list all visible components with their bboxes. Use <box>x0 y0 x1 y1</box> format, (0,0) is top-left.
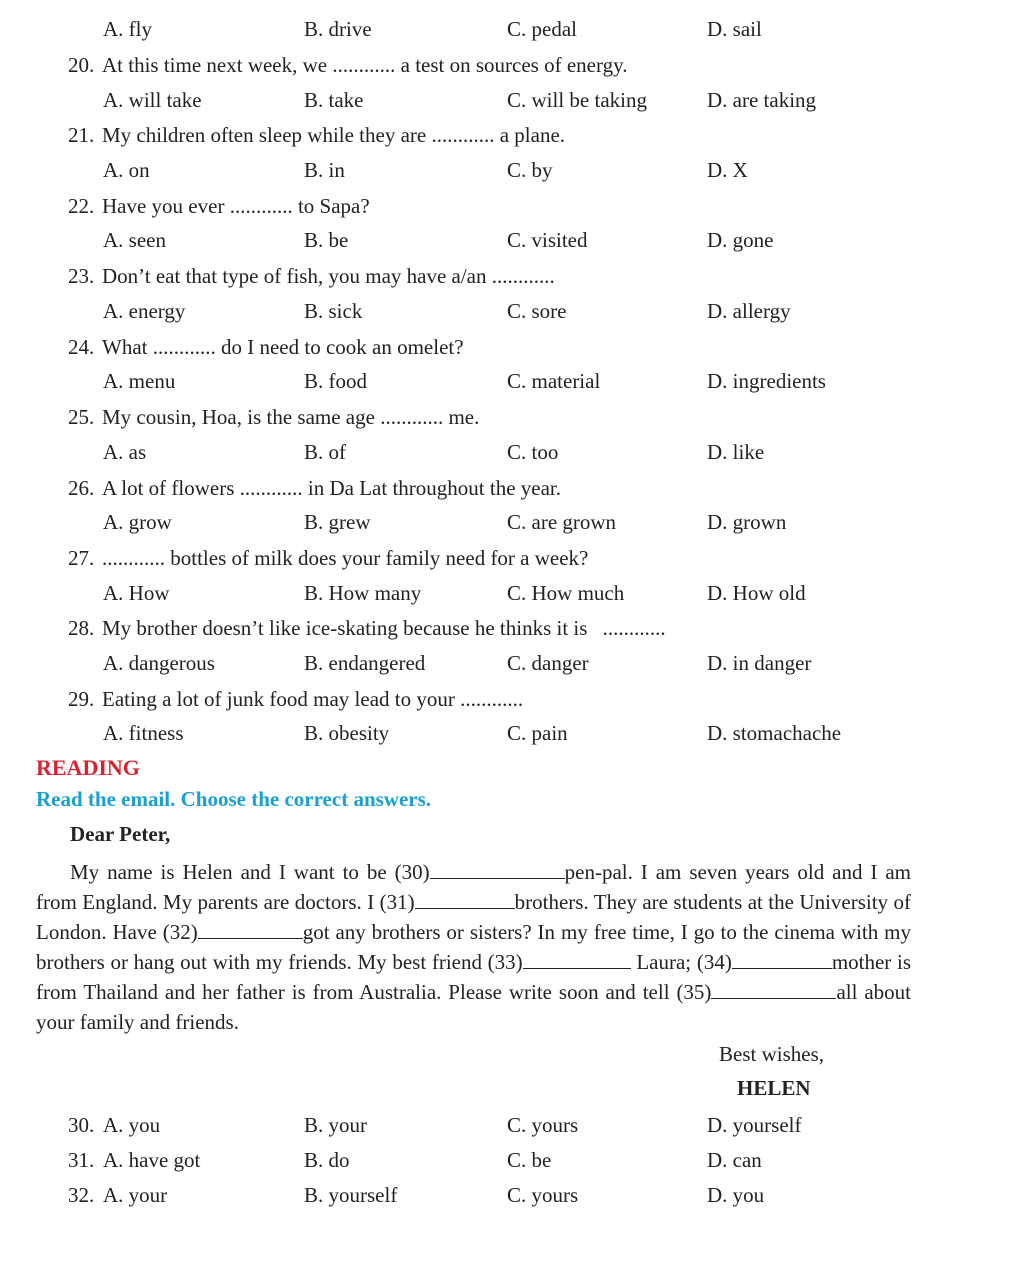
option-a[interactable]: A. on <box>103 158 150 182</box>
option-a[interactable]: A. grow <box>103 510 172 534</box>
option-c[interactable]: C. pain <box>507 721 568 745</box>
option-c[interactable]: C. danger <box>507 651 589 675</box>
question-24: 24. What ............ do I need to cook an omelet? <box>68 335 464 359</box>
option-c[interactable]: C. How much <box>507 581 625 605</box>
option-b[interactable]: B. food <box>304 369 367 393</box>
option-a[interactable]: A. fly <box>103 17 152 41</box>
option-d[interactable]: D. you <box>707 1183 765 1207</box>
option-d[interactable]: D. grown <box>707 510 787 534</box>
option-a[interactable]: A. as <box>103 440 147 464</box>
option-d[interactable]: D. can <box>707 1148 762 1172</box>
option-c[interactable]: C. by <box>507 158 553 182</box>
question-27: 27. ............ bottles of milk does your family need for a week? <box>68 546 589 570</box>
question-23: 23. Don’t eat that type of fish, you may have a/an ............ <box>68 264 555 288</box>
option-c[interactable]: C. yours <box>507 1113 579 1137</box>
option-c[interactable]: C. too <box>507 440 559 464</box>
option-c[interactable]: C. are grown <box>507 510 617 534</box>
option-c[interactable]: C. will be taking <box>507 88 647 112</box>
email-body: My name is Helen and I want to be (30) pen-pal. I am seven years old and I am from England. My parents are doctors. I (31) brothers. They are students at the University of London. Have (32) got any brothers or sisters? In my free time, I go to the cinema with my brothers or hang out with my friends. My best friend (33) Laura; (34) mother is from Thailand and her father is from Australia. Please write soon and tell (35) all about your family and friends. <box>36 860 912 1034</box>
question-21: 21. My children often sleep while they are ............ a plane. <box>68 123 566 147</box>
option-b[interactable]: B. of <box>304 440 346 464</box>
option-a[interactable]: A. dangerous <box>103 651 215 675</box>
option-b[interactable]: B. obesity <box>304 721 390 745</box>
option-a[interactable]: A. have got <box>103 1148 201 1172</box>
option-a[interactable]: A. you <box>103 1113 161 1137</box>
option-a[interactable]: A. menu <box>103 369 176 393</box>
instruction: Read the email. Choose the correct answers. <box>36 787 432 811</box>
option-a[interactable]: A. energy <box>103 299 186 323</box>
option-a[interactable]: A. your <box>103 1183 168 1207</box>
option-a[interactable]: A. will take <box>103 88 202 112</box>
option-c[interactable]: C. visited <box>507 228 588 252</box>
option-b[interactable]: B. your <box>304 1113 367 1137</box>
option-d[interactable]: D. allergy <box>707 299 791 323</box>
blank-32[interactable] <box>198 920 303 939</box>
option-d[interactable]: D. are taking <box>707 88 817 112</box>
option-d[interactable]: D. like <box>707 440 765 464</box>
option-d[interactable]: D. X <box>707 158 748 182</box>
option-b[interactable]: B. grew <box>304 510 371 534</box>
option-c[interactable]: C. be <box>507 1148 552 1172</box>
section-heading: READING <box>36 755 140 780</box>
question-number: 32. <box>68 1183 95 1207</box>
option-b[interactable]: B. yourself <box>304 1183 398 1207</box>
question-22: 22. Have you ever ............ to Sapa? <box>68 194 370 218</box>
blank-30[interactable] <box>430 860 565 879</box>
option-b[interactable]: B. take <box>304 88 364 112</box>
email-signature: HELEN <box>737 1076 811 1100</box>
question-28: 28. My brother doesn’t like ice-skating because he thinks it is ............ <box>68 616 666 640</box>
option-b[interactable]: B. be <box>304 228 349 252</box>
option-c[interactable]: C. sore <box>507 299 567 323</box>
question-20: 20. At this time next week, we ............ a test on sources of energy. <box>68 53 628 77</box>
blank-31[interactable] <box>415 890 515 909</box>
option-c[interactable]: C. pedal <box>507 17 577 41</box>
blank-35[interactable] <box>711 980 836 999</box>
question-number: 30. <box>68 1113 95 1137</box>
option-d[interactable]: D. in danger <box>707 651 812 675</box>
option-b[interactable]: B. sick <box>304 299 363 323</box>
question-29: 29. Eating a lot of junk food may lead to your ............ <box>68 687 524 711</box>
question-25: 25. My cousin, Hoa, is the same age ............ me. <box>68 405 480 429</box>
option-d[interactable]: D. sail <box>707 17 762 41</box>
blank-33[interactable] <box>523 950 631 969</box>
option-d[interactable]: D. stomachache <box>707 721 842 745</box>
option-c[interactable]: C. yours <box>507 1183 579 1207</box>
option-b[interactable]: B. do <box>304 1148 350 1172</box>
option-d[interactable]: D. How old <box>707 581 806 605</box>
option-b[interactable]: B. drive <box>304 17 372 41</box>
option-b[interactable]: B. in <box>304 158 345 182</box>
option-d[interactable]: D. ingredients <box>707 369 826 393</box>
option-d[interactable]: D. yourself <box>707 1113 802 1137</box>
question-26: 26. A lot of flowers ............ in Da Lat throughout the year. <box>68 476 562 500</box>
blank-34[interactable] <box>732 950 832 969</box>
option-a[interactable]: A. seen <box>103 228 166 252</box>
option-b[interactable]: B. endangered <box>304 651 426 675</box>
option-a[interactable]: A. fitness <box>103 721 184 745</box>
email-closing: Best wishes, <box>719 1042 824 1066</box>
email-salutation: Dear Peter, <box>70 822 171 846</box>
question-number: 20. <box>68 53 95 77</box>
option-c[interactable]: C. material <box>507 369 601 393</box>
option-a[interactable]: A. How <box>103 581 170 605</box>
option-d[interactable]: D. gone <box>707 228 774 252</box>
option-b[interactable]: B. How many <box>304 581 422 605</box>
question-number: 31. <box>68 1148 95 1172</box>
